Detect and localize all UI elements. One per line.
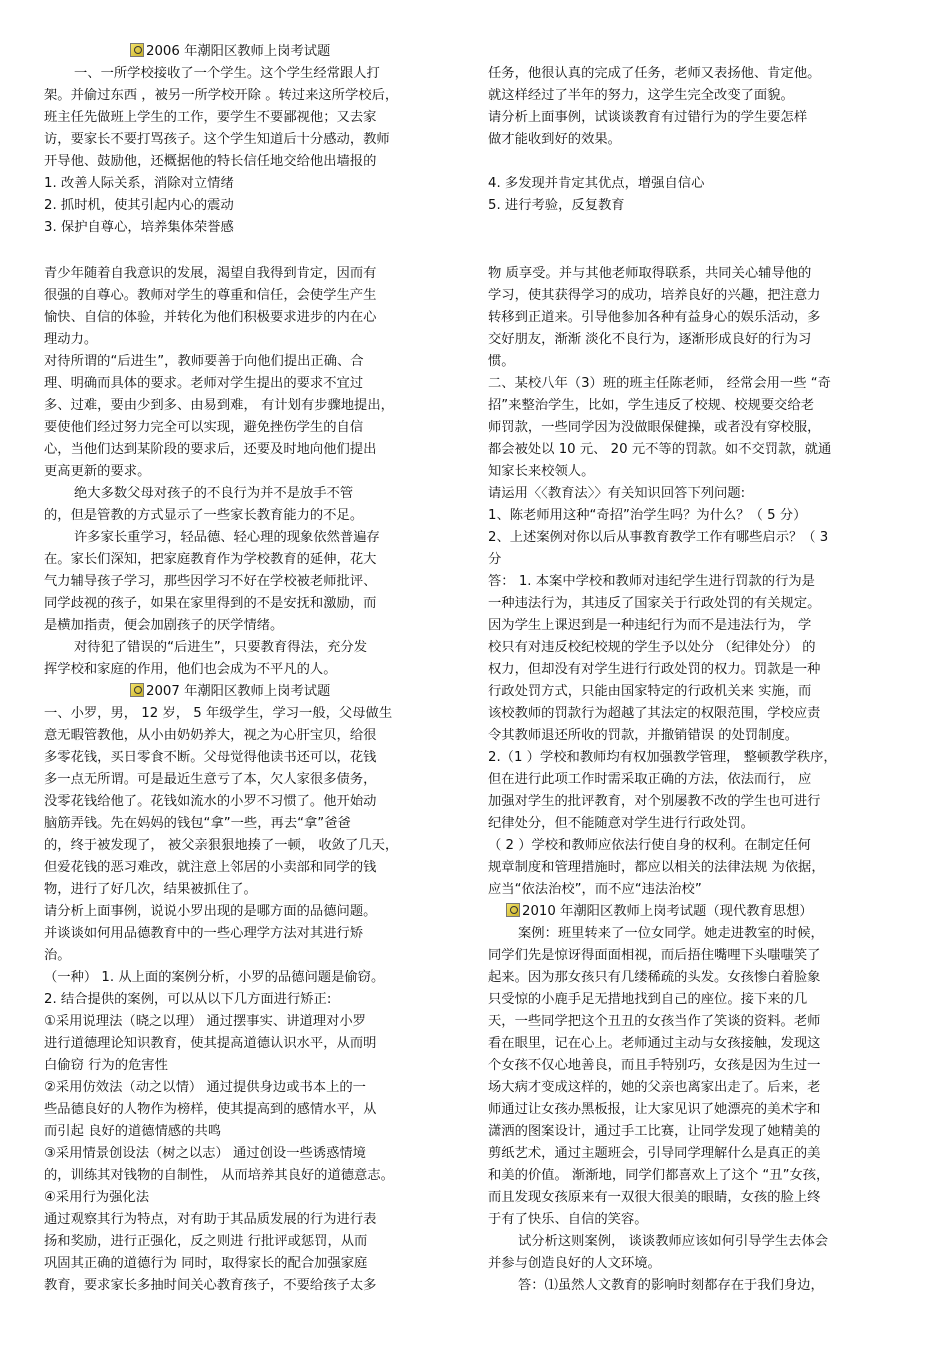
- text-line: [488, 595, 820, 613]
- text-line: [488, 463, 594, 481]
- line-text: 2007 年潮阳区教师上岗考试题: [146, 684, 331, 699]
- line-text: 请分析上面事例，试谈谈教育有过错行为的学生要怎样: [488, 110, 808, 125]
- line-text: ③采用情景创设法（树之以志） 通过创设一些诱惑情境: [44, 1146, 366, 1161]
- text-line: [488, 881, 702, 899]
- text-line: [488, 375, 831, 393]
- line-text: 天，一些同学把这个丑丑的女孩当作了笑谈的资料。老师: [488, 1014, 821, 1029]
- text-line: [44, 131, 390, 149]
- line-text: 2、上述案例对你以后从事教育教学工作有哪些启示？（ 3: [488, 530, 829, 545]
- line-text: 的，训练其对钱物的自制性， 从而培养其良好的道德意志。: [44, 1168, 394, 1183]
- text-line: [488, 639, 816, 657]
- text-line: [488, 109, 807, 127]
- line-text: 2006 年潮阳区教师上岗考试题: [146, 44, 331, 59]
- line-text: 意无暇管教他，从小由奶奶养大，视之为心肝宝贝，给很: [44, 728, 377, 743]
- line-text: 个女孩不仅心地善良，而且手特别巧，女孩是因为生过一: [488, 1058, 821, 1073]
- text-line: [44, 925, 363, 943]
- line-text: （一种） 1. 从上面的案例分析，小罗的品德问题是偷窃。: [44, 970, 385, 985]
- text-line: [488, 1189, 820, 1207]
- line-text: 而引起 良好的道德情感的共鸣: [44, 1124, 222, 1139]
- line-text: 多零花钱，买日零食不断。父母觉得他读书还可以，花钱: [44, 750, 377, 765]
- embedded-object-icon: [130, 683, 144, 697]
- line-text: 对待犯了错误的“后进生”，只要教育得法，充分发: [74, 640, 368, 655]
- text-line: [44, 1079, 366, 1097]
- line-text: 架。并偷过东西 ，被另一所学校开除 。转过来这所学校后，: [44, 88, 399, 103]
- line-text: 而且发现女孩原来有一双很大很美的眼睛，女孩的脸上终: [488, 1190, 821, 1205]
- text-line: [44, 551, 376, 569]
- line-text: （ 2 ）学校和教师应依法行使自身的权利。在制定任何: [488, 838, 811, 853]
- line-text: 加强对学生的批评教育，对个别屡教不改的学生也可进行: [488, 794, 821, 809]
- line-text: 和美的价值。 渐渐地，同学们都喜欢上了这个 “丑”女孩，: [488, 1168, 830, 1183]
- text-line: [44, 815, 351, 833]
- text-line: [44, 837, 398, 855]
- text-line: [488, 331, 811, 349]
- text-line: [488, 815, 754, 833]
- line-text: 5. 进行考验，反复教育: [488, 198, 625, 213]
- text-line: [488, 353, 515, 371]
- line-text: ④采用行为强化法: [44, 1190, 149, 1205]
- text-line: [488, 1101, 820, 1119]
- text-line: [488, 683, 811, 701]
- text-line: [44, 1189, 149, 1207]
- text-line: [488, 793, 820, 811]
- line-text: 转移到正道来。引导他参加各种有益身心的娱乐活动，多: [488, 310, 821, 325]
- text-line: [44, 287, 376, 305]
- line-text: 规章制度和管理措施时，都应以相关的法律法规 为依据，: [488, 860, 825, 875]
- line-text: 3. 保护自尊心，培养集体荣誉感: [44, 220, 234, 235]
- line-text: 师罚款，一些同学因为没做眼保健操，或者没有穿校服，: [488, 420, 821, 435]
- line-text: 理、明确而具体的要求。老师对学生提出的要求不宜过: [44, 376, 364, 391]
- text-line: [74, 639, 367, 657]
- text-line: [44, 903, 376, 921]
- text-line: [44, 749, 376, 767]
- line-text: 同学们先是惊讶得面面相视，而后捂住嘴哩下头嗤嗤笑了: [488, 948, 821, 963]
- text-line: [44, 1123, 221, 1141]
- line-text: 做才能收到好的效果。: [488, 132, 621, 147]
- text-line: [44, 881, 257, 899]
- text-line: [44, 661, 337, 679]
- text-line: [488, 617, 811, 635]
- line-text: 很强的自尊心。教师对学生的尊重和信任，会使学生产生: [44, 288, 377, 303]
- text-line: [488, 1167, 829, 1185]
- text-line: [44, 1013, 366, 1031]
- line-text: 潇洒的图案设计，通过手工比赛，让同学发现了她精美的: [488, 1124, 821, 1139]
- text-line: [488, 309, 820, 327]
- line-text: 开导他、鼓励他，还概据他的特长信任地交给他出墙报的: [44, 154, 377, 169]
- line-text: 一、小罗，男， 12 岁， 5 年级学生，学习一般，父母做生: [44, 706, 393, 721]
- line-text: 些品德良好的人物作为榜样，使其提高到的感情水平，从: [44, 1102, 377, 1117]
- text-line: [44, 219, 234, 237]
- text-line: [488, 1013, 820, 1031]
- text-line: [488, 507, 806, 525]
- section-title: [506, 903, 813, 921]
- line-text: 青少年随着自我意识的发展，渴望自我得到肯定，因而有: [44, 266, 377, 281]
- text-line: [488, 265, 811, 283]
- line-text: 权力，但却没有对学生进行行政处罚的权力。罚款是一种: [488, 662, 821, 677]
- line-text: 学习，使其获得学习的成功，培养良好的兴趣，把注意力: [488, 288, 821, 303]
- line-text: 没零花钱给他了。花钱如流水的小罗不习惯了。他开始动: [44, 794, 377, 809]
- line-text: 绝大多数父母对孩子的不良行为并不是放手不管: [74, 486, 354, 501]
- text-line: [44, 1101, 376, 1119]
- text-line: [44, 1035, 376, 1053]
- text-line: [488, 947, 820, 965]
- text-line: [488, 485, 745, 503]
- text-line: [488, 441, 831, 459]
- line-text: 因为学生上课迟到是一种违纪行为而不是违法行为， 学: [488, 618, 812, 633]
- line-text: 同学歧视的孩子，如果在家里得到的不是安抚和激励，而: [44, 596, 377, 611]
- line-text: 答：⑴虽然人文教育的影响时刻都存在于我们身边，: [518, 1278, 824, 1293]
- text-line: [518, 925, 824, 943]
- line-text: ②采用仿效法（动之以情） 通过提供身边或书本上的一: [44, 1080, 366, 1095]
- line-text: 校只有对违反校纪校规的学生予以处分 （纪律处分） 的: [488, 640, 816, 655]
- text-line: [44, 1211, 376, 1229]
- text-line: [44, 175, 234, 193]
- embedded-object-icon: [130, 43, 144, 57]
- line-text: 白偷窃 行为的危害性: [44, 1058, 168, 1073]
- line-text: 的，终于被发现了， 被父亲狠狠地揍了一顿， 收敛了几天，: [44, 838, 399, 853]
- line-text: 的，但是管教的方式显示了一些家长教育能力的不足。: [44, 508, 364, 523]
- line-text: 2.（1 ）学校和教师均有权加强教学管理， 整顿教学秩序，: [488, 750, 837, 765]
- text-line: [44, 331, 97, 349]
- line-text: 多、过难，要由少到多、由易到难， 有计划有步骤地提出，: [44, 398, 394, 413]
- line-text: 2. 结合提供的案例，可以从以下几方面进行矫正:: [44, 992, 332, 1007]
- text-line: [488, 1145, 820, 1163]
- line-text: 就这样经过了半年的努力，这学生完全改变了面貌。: [488, 88, 794, 103]
- text-line: [488, 87, 794, 105]
- line-text: 一种违法行为，其违反了国家关于行政处罚的有关规定。: [488, 596, 821, 611]
- line-text: 对待所谓的“后进生”，教师要善于向他们提出正确、合: [44, 354, 364, 369]
- line-text: 请分析上面事例，说说小罗出现的是哪方面的品德问题。: [44, 904, 377, 919]
- line-text: 1. 改善人际关系，消除对立情绪: [44, 176, 234, 191]
- text-line: [74, 65, 380, 83]
- text-line: [44, 507, 363, 525]
- line-text: 起来。因为那女孩只有几缕稀疏的头发。女孩惨白着脸象: [488, 970, 821, 985]
- text-line: [488, 749, 837, 767]
- section-title: [130, 683, 330, 701]
- line-text: 物，进行了好几次，结果被抓住了。: [44, 882, 257, 897]
- text-line: [488, 705, 820, 723]
- text-line: [44, 859, 376, 877]
- text-line: [44, 771, 376, 789]
- line-text: 4. 多发现并肯定其优点，增强自信心: [488, 176, 705, 191]
- line-text: 只受惊的小鹿手足无措地找到自己的座位。接下来的几: [488, 992, 808, 1007]
- text-line: [44, 595, 376, 613]
- text-line: [74, 529, 380, 547]
- text-line: [488, 1211, 648, 1229]
- line-text: 师通过让女孩办黑板报，让大家见识了她漂亮的美术字和: [488, 1102, 821, 1117]
- text-line: [44, 1277, 376, 1295]
- line-text: 并参与创造良好的人文环境。: [488, 1256, 661, 1271]
- line-text: 进行道德理论知识教育，使其提高道德认识水平，从而明: [44, 1036, 377, 1051]
- text-line: [44, 1167, 394, 1185]
- line-text: 脑筋弄钱。先在妈妈的钱包“拿”一些，再去“拿”爸爸: [44, 816, 351, 831]
- text-line: [488, 1057, 820, 1075]
- line-text: 惯。: [488, 354, 515, 369]
- line-text: 扬和奖励，进行正强化，反之则进 行批评或惩罚，从而: [44, 1234, 368, 1249]
- line-text: 班主任先做班上学生的工作，要学生不要鄙视他；又去家: [44, 110, 377, 125]
- line-text: 该校教师的罚款行为超越了其法定的权限范围，学校应责: [488, 706, 821, 721]
- text-line: [44, 309, 376, 327]
- line-text: 但爱花钱的恶习难改，就注意上邻居的小卖部和同学的钱: [44, 860, 377, 875]
- text-line: [44, 109, 376, 127]
- text-line: [44, 705, 392, 723]
- line-text: 但在进行此项工作时需采取正确的方法，依法而行， 应: [488, 772, 812, 787]
- line-text: 纪律处分，但不能随意对学生进行行政处罚。: [488, 816, 754, 831]
- line-text: 场大病才变成这样的，她的父亲也离家出走了。后来，老: [488, 1080, 821, 1095]
- line-text: 愉快、自信的体验，并转化为他们积极要求进步的内在心: [44, 310, 377, 325]
- text-line: [488, 1255, 661, 1273]
- text-line: [488, 573, 815, 591]
- line-text: 并谈谈如何用品德教育中的一些心理学方法对其进行矫: [44, 926, 364, 941]
- line-text: 于有了快乐、自信的笑容。: [488, 1212, 648, 1227]
- text-line: [488, 287, 820, 305]
- text-line: [488, 529, 828, 547]
- text-line: [488, 837, 811, 855]
- text-line: [44, 727, 376, 745]
- text-line: [44, 419, 363, 437]
- text-line: [44, 463, 150, 481]
- line-text: 更高更新的要求。: [44, 464, 151, 479]
- line-text: 访，要家长不要打骂孩子。这个学生知道后十分感动，教师: [44, 132, 390, 147]
- text-line: [44, 1145, 366, 1163]
- text-line: [488, 661, 820, 679]
- line-text: 看在眼里，记在心上。老师通过主动与女孩接触，发现这: [488, 1036, 821, 1051]
- line-text: 在。家长们深知，把家庭教育作为学校教育的延伸，花大: [44, 552, 377, 567]
- line-text: 都会被处以 10 元、 20 元不等的罚款。如不交罚款，就通: [488, 442, 832, 457]
- text-line: [44, 991, 331, 1009]
- text-line: [488, 397, 814, 415]
- line-text: 物 质享受。并与其他老师取得联系，共同关心辅导他的: [488, 266, 812, 281]
- line-text: 任务，他很认真的完成了任务，老师又表扬他、肯定他。: [488, 66, 821, 81]
- line-text: 治。: [44, 948, 71, 963]
- text-line: [44, 793, 376, 811]
- line-text: 分: [488, 552, 502, 567]
- line-text: 答： 1. 本案中学校和教师对违纪学生进行罚款的行为是: [488, 574, 815, 589]
- line-text: 气力辅导孩子学习，那些因学习不好在学校被老师批评、: [44, 574, 377, 589]
- text-line: [44, 197, 234, 215]
- text-line: [488, 1035, 820, 1053]
- text-line: [74, 485, 353, 503]
- line-text: 案例：班里转来了一位女同学。她走进教室的时候，: [518, 926, 824, 941]
- line-text: 知家长来校领人。: [488, 464, 595, 479]
- line-text: 要使他们经过努力完全可以实现，避免挫伤学生的自信: [44, 420, 364, 435]
- text-line: [488, 1123, 820, 1141]
- text-line: [488, 419, 820, 437]
- line-text: ①采用说理法（晓之以理） 通过摆事实、讲道理对小罗: [44, 1014, 366, 1029]
- line-text: 挥学校和家庭的作用，他们也会成为不平凡的人。: [44, 662, 337, 677]
- text-line: [488, 551, 501, 569]
- line-text: 二、某校八年（3）班的班主任陈老师， 经常会用一些 “奇: [488, 376, 831, 391]
- line-text: 心，当他们达到某阶段的要求后，还要及时地向他们提出: [44, 442, 377, 457]
- text-line: [44, 397, 394, 415]
- line-text: 巩固其正确的道德行为 同时，取得家长的配合加强家庭: [44, 1256, 368, 1271]
- line-text: 剪纸艺术，通过主题班会，引导同学理解什么是真正的美: [488, 1146, 821, 1161]
- text-line: [44, 1255, 367, 1273]
- line-text: 2. 抓时机，使其引起内心的震动: [44, 198, 234, 213]
- text-line: [488, 65, 820, 83]
- text-line: [44, 947, 71, 965]
- text-line: [44, 969, 384, 987]
- text-line: [44, 573, 376, 591]
- line-text: 请运用〈〈教育法〉〉有关知识回答下列问题:: [488, 486, 746, 501]
- text-line: [44, 265, 376, 283]
- line-text: 理动力。: [44, 332, 98, 347]
- text-line: [488, 859, 825, 877]
- line-text: 应当“依法治校”，而不应“违法治校”: [488, 882, 702, 897]
- text-line: [518, 1277, 824, 1295]
- line-text: 许多家长重学习，轻品德、轻心理的现象依然普遍存: [74, 530, 380, 545]
- line-text: 交好朋友，渐渐 淡化不良行为，逐渐形成良好的行为习: [488, 332, 812, 347]
- line-text: 令其教师退还所收的罚款，并撤销错误 的处罚制度。: [488, 728, 799, 743]
- text-line: [488, 175, 704, 193]
- text-line: [44, 375, 363, 393]
- text-line: [488, 197, 625, 215]
- line-text: 试分析这则案例， 谈谈教师应该如何引导学生去体会: [518, 1234, 829, 1249]
- text-line: [44, 153, 376, 171]
- text-line: [488, 771, 811, 789]
- text-line: [44, 617, 283, 635]
- text-line: [488, 727, 798, 745]
- text-line: [488, 991, 807, 1009]
- line-text: 一、一所学校接收了一个学生。这个学生经常跟人打: [74, 66, 380, 81]
- line-text: 1、陈老师用这种“奇招”治学生吗？为什么？（ 5 分）: [488, 508, 807, 523]
- text-line: [518, 1233, 828, 1251]
- line-text: 是横加指责，便会加剧孩子的厌学情绪。: [44, 618, 284, 633]
- section-title: [130, 43, 330, 61]
- text-line: [488, 131, 621, 149]
- line-text: 多一点无所谓。可是最近生意亏了本，欠人家很多债务，: [44, 772, 377, 787]
- text-line: [44, 353, 364, 371]
- text-line: [44, 441, 376, 459]
- line-text: 通过观察其行为特点，对有助于其品质发展的行为进行表: [44, 1212, 377, 1227]
- line-text: 教育，要求家长多抽时间关心教育孩子，不要给孩子太多: [44, 1278, 377, 1293]
- text-line: [44, 1057, 168, 1075]
- text-line: [44, 87, 398, 105]
- text-line: [488, 1079, 820, 1097]
- text-line: [488, 969, 820, 987]
- line-text: 行政处罚方式，只能由国家特定的行政机关来 实施，而: [488, 684, 812, 699]
- text-line: [44, 1233, 367, 1251]
- line-text: 招”来整治学生，比如，学生违反了校规、校规要交给老: [488, 398, 815, 413]
- line-text: 2010 年潮阳区教师上岗考试题（现代教育思想）: [522, 904, 813, 919]
- embedded-object-icon: [506, 903, 520, 917]
